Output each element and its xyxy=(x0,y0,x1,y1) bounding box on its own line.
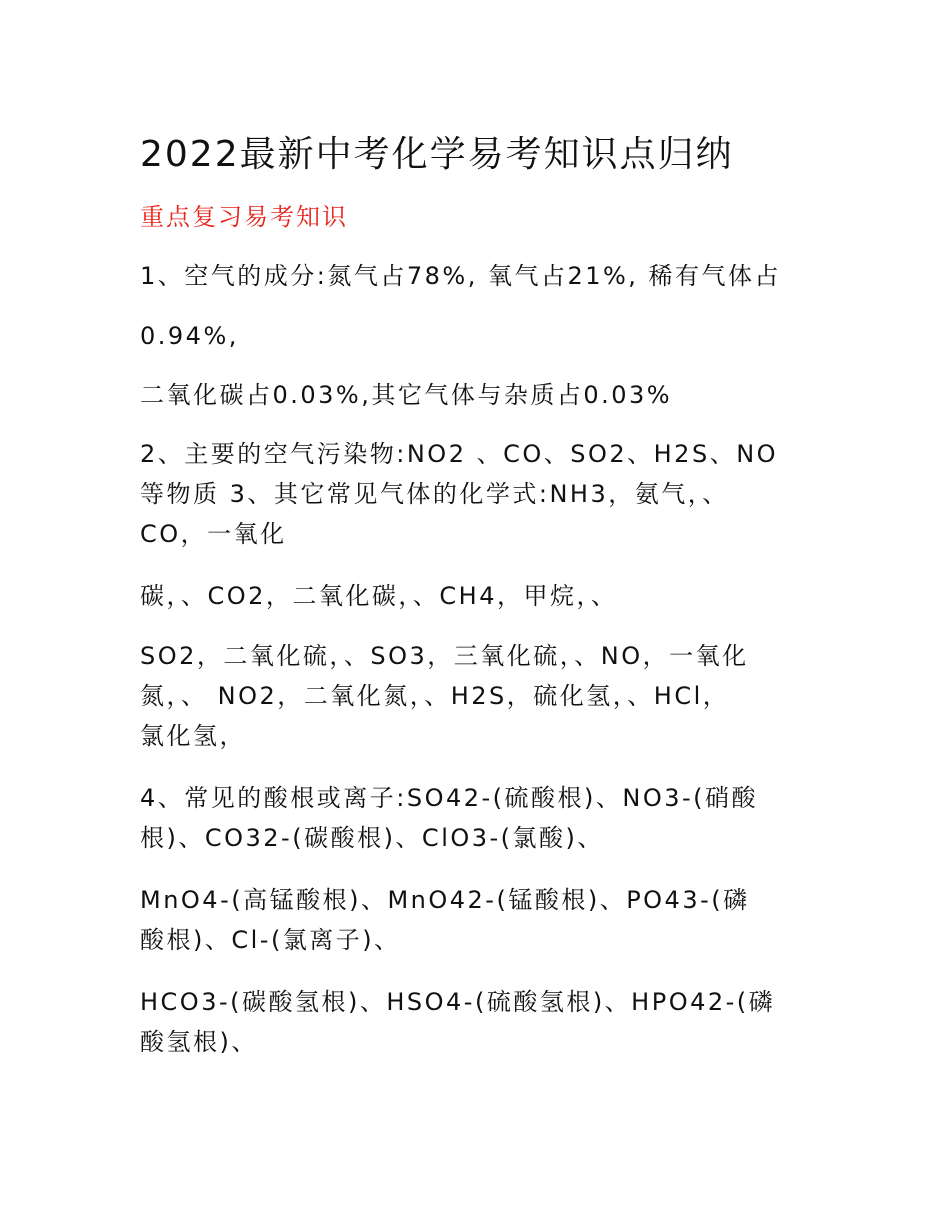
paragraph-gases-cont xyxy=(140,636,820,756)
text-line: SO2，二氧化硫，、SO3，三氧化硫，、NO，一氧化 xyxy=(140,642,749,670)
text-line: 0.94%, xyxy=(140,322,239,350)
text-line: 氮，、 NO2，二氧化氮，、H2S，硫化氢，、HCl， xyxy=(140,682,730,710)
paragraph-air-composition-cont xyxy=(140,316,820,356)
text-line: 二氧化碳占0.03%,其它气体与杂质占0.03% xyxy=(140,381,673,409)
text-line: 酸根)、Cl-(氯离子)、 xyxy=(140,926,401,954)
section-heading: 重点复习易考知识 xyxy=(140,203,348,231)
text-line: 1、空气的成分:氮气占78%, 氧气占21%, 稀有气体占 xyxy=(140,262,782,290)
text-line: 根)、CO32-(碳酸根)、ClO3-(氯酸)、 xyxy=(140,824,604,852)
text-line: 酸氢根)、 xyxy=(140,1028,258,1056)
paragraph-co2 xyxy=(140,375,820,415)
text-line: HCO3-(碳酸氢根)、HSO4-(硫酸氢根)、HPO42-(磷 xyxy=(140,988,776,1016)
text-line: CO，一氧化 xyxy=(140,520,287,548)
text-line: 等物质 3、其它常见气体的化学式:NH3，氨气，、 xyxy=(140,480,729,508)
text-line: MnO4-(高锰酸根)、MnO42-(锰酸根)、PO43-(磷 xyxy=(140,886,750,914)
paragraph-gases xyxy=(140,576,820,616)
text-line: 4、常见的酸根或离子:SO42-(硫酸根)、NO3-(硝酸 xyxy=(140,784,759,812)
page-title: 2022最新中考化学易考知识点归纳 xyxy=(140,134,734,175)
text-line: 氯化氢， xyxy=(140,722,246,750)
paragraph-acid-radicals xyxy=(140,778,820,858)
paragraph-acid-radicals-cont2 xyxy=(140,982,820,1062)
text-line: 2、主要的空气污染物:NO2 、CO、SO2、H2S、NO xyxy=(140,440,779,468)
paragraph-pollutants xyxy=(140,434,820,554)
paragraph-air-composition xyxy=(140,256,820,296)
text-line: 碳，、CO2，二氧化碳，、CH4，甲烷，、 xyxy=(140,582,618,610)
paragraph-acid-radicals-cont xyxy=(140,880,820,960)
